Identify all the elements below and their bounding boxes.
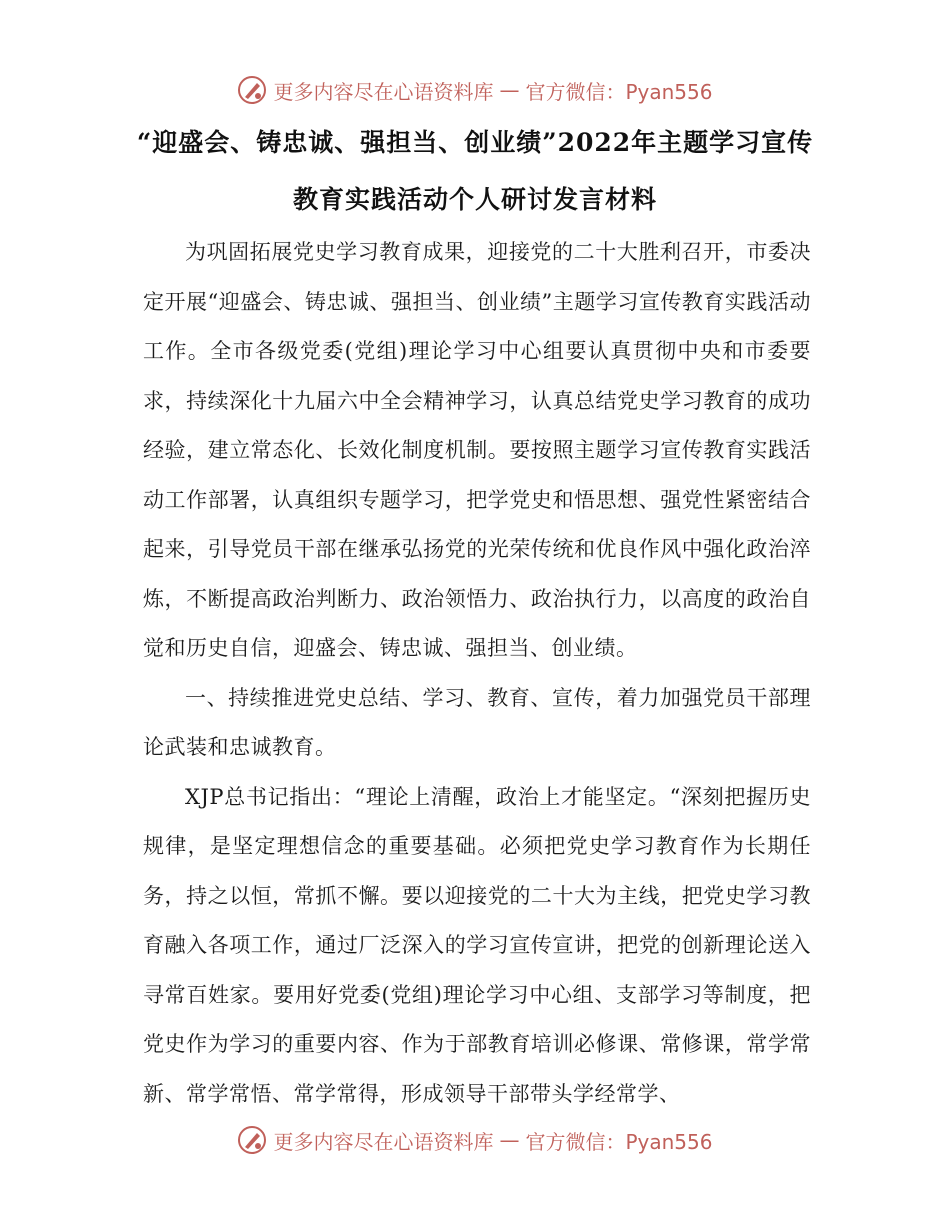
watermark-text: 更多内容尽在心语资料库 <box>273 1129 494 1154</box>
pen-logo-icon <box>237 1125 267 1155</box>
paragraph-quote: XJP总书记指出：“理论上清醒，政治上才能坚定。“深刻把握历史规律，是坚定理想信念的重要基础。必须把党史学习教育作为长期任务，持之以恒，常抓不懈。要以迎接党的二十大为主线，把党史学习教育融入各项工作，通过厂泛深入的学习宣传宣讲，把党的创新理论送入寻常百姓家。要用好党委(党组)理论学习中心组、支部学习等制度，把党史作为学习的重要内容、作为于部教育培训必修课、常修课，常学常新、常学常悟、常学常得，形成领导干部带头学经常学、 <box>143 784 811 1106</box>
watermark-contact: 官方微信：Pyan556 <box>525 1129 713 1154</box>
document-title-line-1: “迎盛会、铸忠诚、强担当、创业绩”2022年主题学习宣传 <box>136 128 814 157</box>
watermark-separator: — <box>499 78 520 102</box>
paragraph-intro: 为巩固拓展党史学习教育成果，迎接党的二十大胜利召开，市委决定开展“迎盛会、铸忠诚、强担当、创业绩”主题学习宣传教育实践活动工作。全市各级党委(党组)理论学习中心组要认真贯彻中央和市委要求，持续深化十九届六中全会精神学习，认真总结党史学习教育的成功经验，建立常态化、长效化制度机制。要按照主题学习宣传教育实践活动工作部署，认真组织专题学习，把学党史和悟思想、强党性紧密结合起来，引导党员干部在继承弘扬党的光荣传统和优良作风中强化政治淬炼，不断提高政治判断力、政治领悟力、政治执行力，以高度的政治自觉和历史自信，迎盛会、铸忠诚、强担当、创业绩。 <box>143 240 811 660</box>
watermark-banner-top <box>0 70 950 110</box>
watermark-contact: 官方微信：Pyan556 <box>525 79 713 104</box>
document-body <box>143 228 811 1119</box>
watermark-separator: — <box>499 1128 520 1152</box>
paragraph-section-heading: 一、持续推进党史总结、学习、教育、宣传，着力加强党员干部理论武装和忠诚教育。 <box>143 685 811 759</box>
watermark-banner-bottom <box>0 1120 950 1160</box>
watermark-text: 更多内容尽在心语资料库 <box>273 79 494 104</box>
document-title-line-2: 教育实践活动个人研讨发言材料 <box>292 185 657 214</box>
pen-logo-icon <box>237 75 267 105</box>
